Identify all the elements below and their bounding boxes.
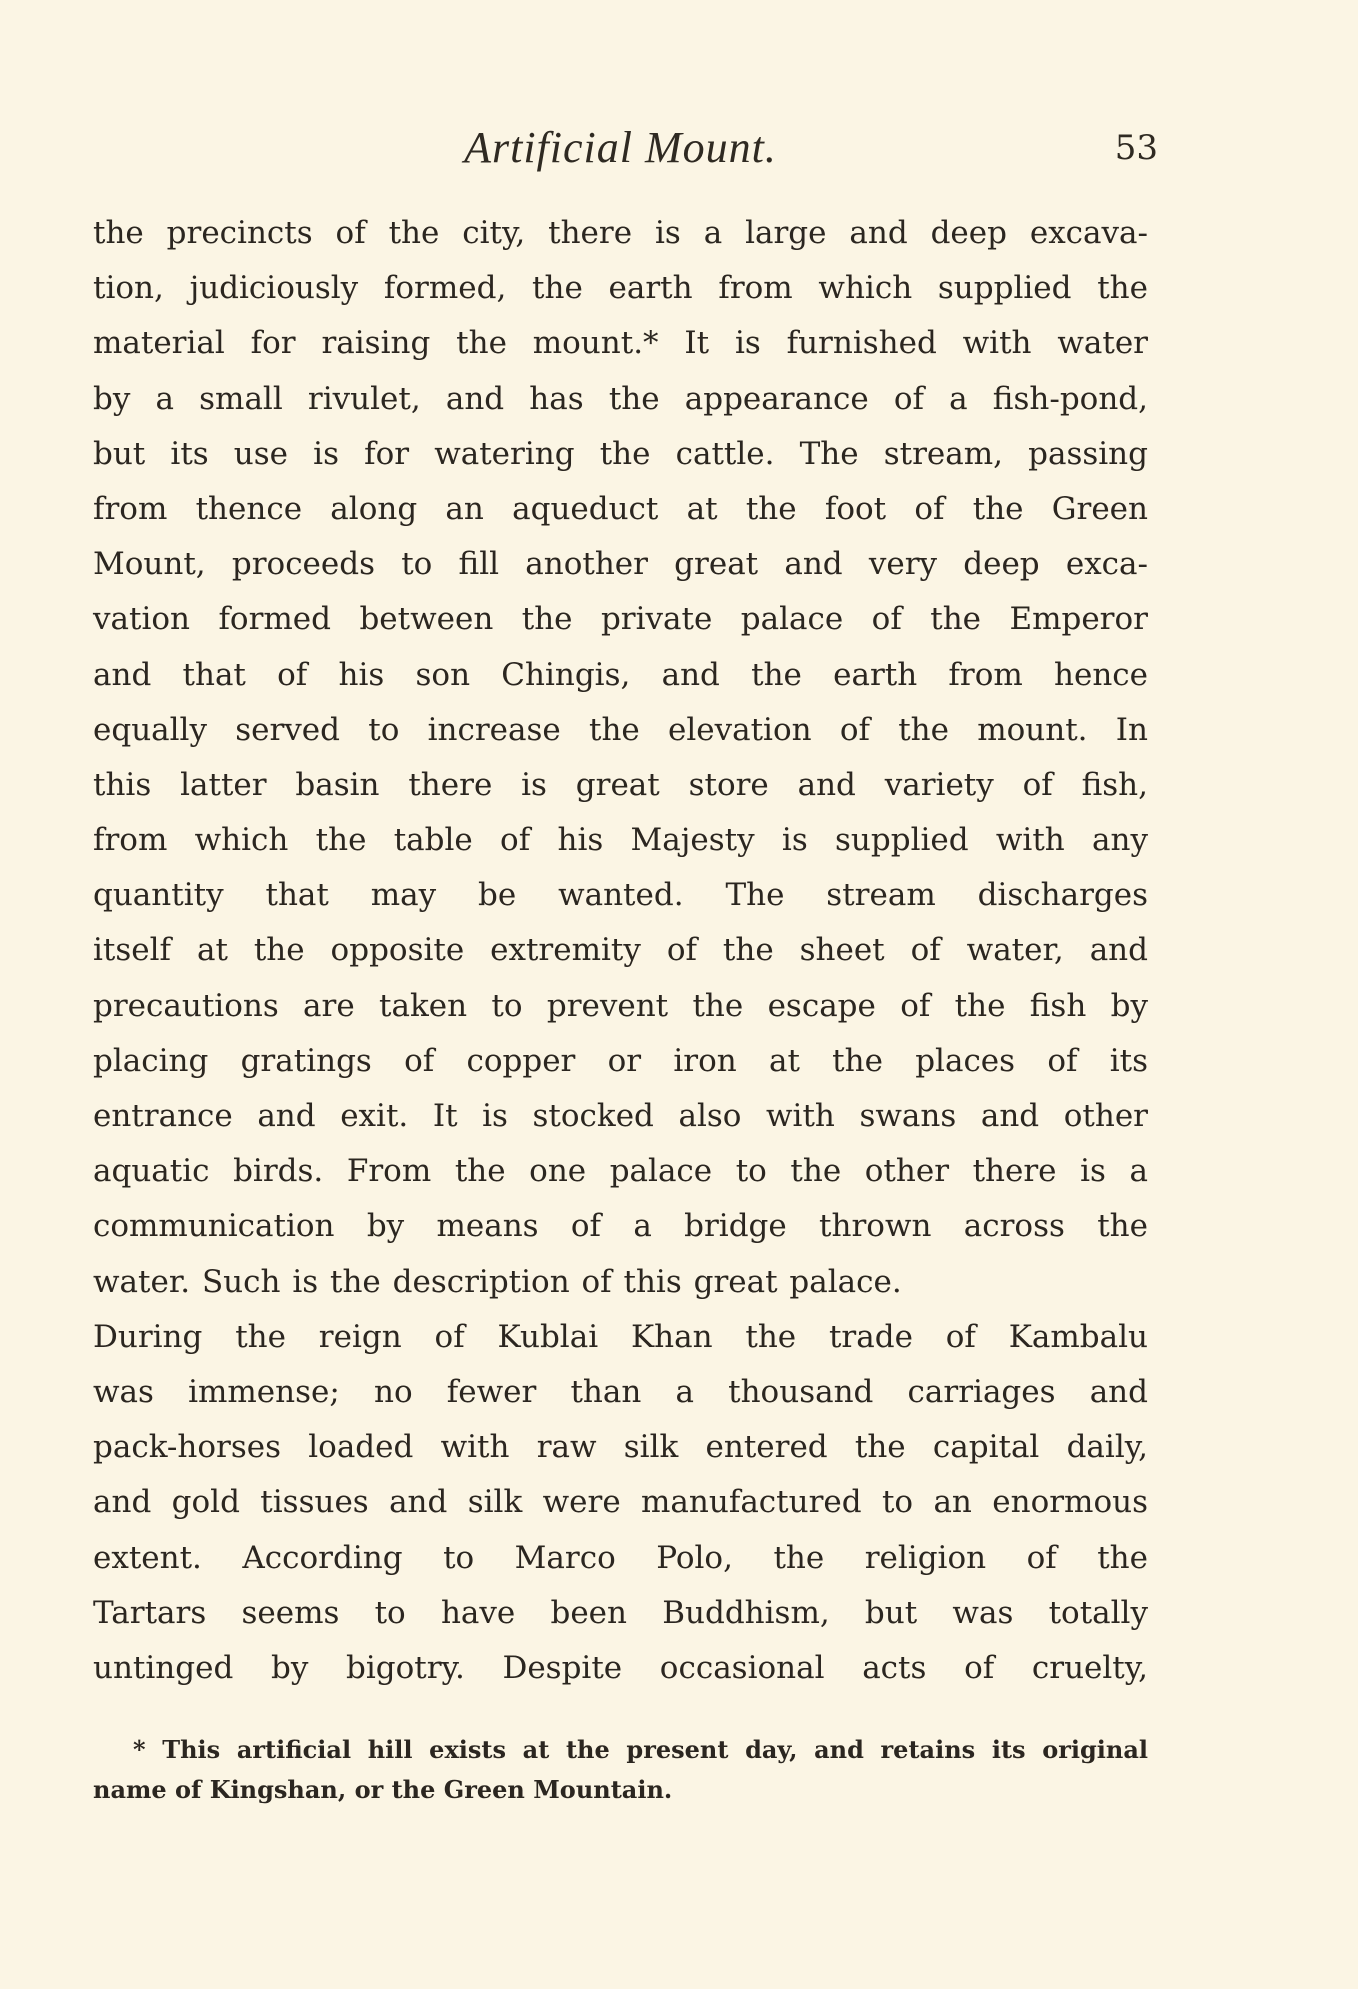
text-line: and that of his son Chingis, and the earth from hence <box>93 656 1148 693</box>
text-line: equally served to increase the elevation of the mount. In <box>93 711 1148 748</box>
text-line: precautions are taken to prevent the escape of the fish by <box>93 987 1148 1024</box>
text-line: the precincts of the city, there is a large and deep excava- <box>93 215 1148 251</box>
text-line: Tartars seems to have been Buddhism, but was totally <box>93 1594 1148 1631</box>
text-line: from which the table of his Majesty is supplied with any <box>93 822 1148 859</box>
text-line: from thence along an aqueduct at the foot of the Green <box>93 490 1148 527</box>
text-line: material for raising the mount.* It is furnished with water <box>93 325 1148 362</box>
text-line: tion, judiciously formed, the earth from which supplied the <box>93 270 1148 307</box>
footnote-line: name of Kingshan, or the Green Mountain. <box>93 1775 673 1804</box>
text-line-paragraph-end: water. Such is the description of this great palace. <box>93 1263 902 1300</box>
footnote <box>93 1730 1148 1810</box>
text-line: and gold tissues and silk were manufactured to an enormous <box>93 1484 1148 1521</box>
text-line: was immense; no fewer than a thousand carriages and <box>93 1373 1148 1410</box>
running-title: Artificial Mount. <box>464 123 777 172</box>
text-line: extent. According to Marco Polo, the religion of the <box>93 1539 1148 1576</box>
text-line: quantity that may be wanted. The stream discharges <box>93 877 1148 914</box>
text-line-paragraph-start: During the reign of Kublai Khan the trade of Kambalu <box>93 1318 1148 1355</box>
footnote-line: * This artificial hill exists at the present day, and retains its original <box>133 1735 1148 1764</box>
text-line: pack-horses loaded with raw silk entered the capital daily, <box>93 1429 1148 1466</box>
body-text <box>93 206 1148 1696</box>
page-number: 53 <box>1114 128 1158 168</box>
text-line: this latter basin there is great store and variety of fish, <box>93 766 1148 803</box>
text-line: Mount, proceeds to fill another great and very deep exca- <box>93 546 1148 583</box>
text-line: itself at the opposite extremity of the sheet of water, and <box>93 932 1148 969</box>
text-line: by a small rivulet, and has the appearance of a fish-pond, <box>93 380 1148 417</box>
text-line: entrance and exit. It is stocked also with swans and other <box>93 1098 1148 1134</box>
text-line: placing gratings of copper or iron at the places of its <box>93 1042 1148 1079</box>
text-line: vation formed between the private palace of the Emperor <box>93 601 1148 638</box>
page-header <box>93 118 1158 178</box>
text-line: untinged by bigotry. Despite occasional acts of cruelty, <box>93 1649 1148 1686</box>
text-line: aquatic birds. From the one palace to the other there is a <box>93 1153 1148 1190</box>
text-line: but its use is for watering the cattle. The stream, passing <box>93 435 1148 472</box>
text-line: communication by means of a bridge thrown across the <box>93 1208 1148 1245</box>
